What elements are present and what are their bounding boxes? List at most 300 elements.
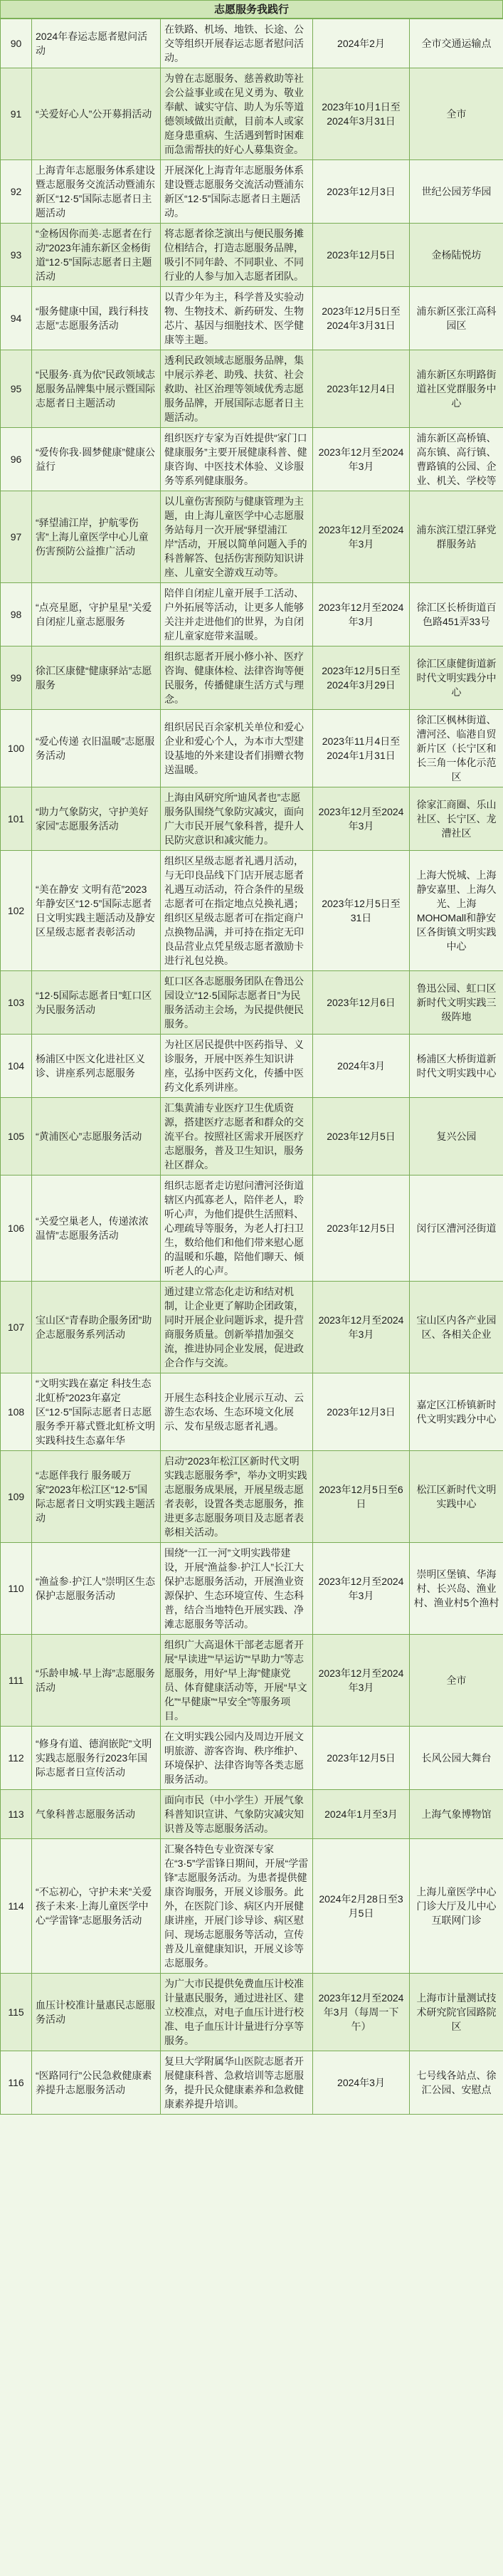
activity-location-cell (410, 428, 503, 491)
table-row (1, 224, 503, 287)
activity-time: 2023年12月5日 (327, 1131, 396, 1142)
table-row (1, 787, 503, 851)
row-number: 106 (7, 1222, 25, 1234)
activity-name: “渔益参·护江人”崇明区生态保护志愿服务活动 (36, 1576, 155, 1601)
activity-time: 2023年12月6日 (327, 997, 396, 1008)
activity-location: 徐汇区康健街道新时代文明实践分中心 (416, 658, 497, 698)
activity-location-cell (410, 1282, 503, 1373)
row-number-cell (1, 710, 32, 787)
row-number-cell (1, 1790, 32, 1839)
activity-description: 围绕“一江一河”文明实践带建设，开展“渔益参·护江人”长江大保护志愿服务活动，开展渔业资源保护、生态环境宣传、生态科普，结合当地特色开展实践、净滩志愿服务等活动。 (164, 1547, 304, 1630)
activity-name: “金杨因你而美·志愿者在行动”2023年浦东新区金杨街道“12·5”国际志愿者日主题活动 (36, 228, 152, 282)
activity-time-cell (313, 1974, 410, 2051)
activity-location: 长风公园大舞台 (421, 1752, 492, 1764)
activity-description: 以儿童伤害预防与健康管理为主题，由上海儿童医学中心志愿服务站每月一次开展“驿望浦江岸”活动，开展以简单问题入手的科普解答、包括伤害预防知识讲座、儿童安全游戏互动等。 (164, 496, 307, 578)
activity-time-cell (313, 1282, 410, 1373)
activity-description-cell (161, 1176, 313, 1282)
activity-time: 2024年2月 (337, 38, 385, 49)
activity-time: 2023年12月至2024年3月 (318, 1314, 404, 1340)
activity-location-cell (410, 1543, 503, 1635)
activity-description-cell (161, 287, 313, 350)
activity-name: 杨浦区中医文化进社区义诊、讲座系列志愿服务 (36, 1053, 145, 1079)
table-row (1, 1974, 503, 2051)
activity-location-cell (410, 1790, 503, 1839)
activity-location-cell (410, 1451, 503, 1543)
activity-name-cell (32, 1790, 161, 1839)
activity-time-cell (313, 1176, 410, 1282)
activity-name: 血压计校准计量惠民志愿服务活动 (36, 1999, 155, 2025)
activity-time-cell (313, 1635, 410, 1727)
activity-description: 组织广大高退休干部老志愿者开展“早读进”“早运访”“早助力”等志愿服务，用好“早上海”健康党员、体育健康活动等，开展“早文化”“早健康”“早安全”等服务项目。 (164, 1639, 307, 1722)
activity-description: 将志愿者徐芝演出与便民服务摊位相结合，打造志愿服务品牌，吸引不同年龄、不同职业、不同行业的人参与加入志愿者团队。 (164, 228, 304, 282)
activity-description: 组织居民百余家机关单位和爱心企业和爱心个人，为本市大型建设基地的外来建设者们捐赠衣物送温暖。 (164, 721, 304, 775)
row-number-cell (1, 1373, 32, 1451)
activity-name-cell (32, 710, 161, 787)
activity-description-cell (161, 1974, 313, 2051)
activity-name-cell (32, 1176, 161, 1282)
row-number: 96 (10, 454, 22, 465)
activity-description: 组织区星级志愿者礼遇月活动，与无印良品线下门店开展志愿者礼遇互动活动，符合条件的星级志愿者可在指定地点兑换礼遇；组织区星级志愿者可在指定商户点换物品满，并可持在指定无印良品营业点凭星级志愿者激励卡进行礼包兑换。 (164, 855, 304, 966)
activity-name-cell (32, 224, 161, 287)
activity-location-cell (410, 224, 503, 287)
activity-name-cell (32, 1727, 161, 1790)
row-number-cell (1, 583, 32, 646)
activity-time: 2023年12月至2024年3月（每周一下午） (318, 1992, 404, 2032)
activity-location: 浦东新区东明路街道社区党群服务中心 (416, 369, 497, 409)
activity-time: 2023年12月至2024年3月 (318, 524, 404, 550)
activity-name-cell (32, 19, 161, 68)
row-number-cell (1, 646, 32, 710)
activity-description-cell (161, 1727, 313, 1790)
row-number: 95 (10, 383, 22, 394)
row-number: 116 (8, 2077, 24, 2088)
activity-location: 松江区新时代文明实践中心 (416, 1484, 497, 1509)
row-number-cell (1, 971, 32, 1035)
row-number: 90 (10, 38, 22, 49)
activity-time: 2023年12月5日至2024年3月31日 (322, 305, 401, 331)
activity-description-cell (161, 1543, 313, 1635)
activity-location: 徐汇区枫林街道、漕河泾、临港自贸新片区（长宁区和长三角一体化示范区 (416, 714, 497, 782)
table-row (1, 491, 503, 583)
activity-location: 上海大悦城、上海静安嘉里、上海久光、上海MOHOMall和静安区各街镇文明实践中心 (416, 869, 497, 952)
row-number: 92 (10, 186, 22, 197)
row-number: 93 (10, 249, 22, 261)
activity-location-cell (410, 971, 503, 1035)
row-number: 102 (7, 905, 25, 916)
activity-time: 2023年12月至2024年3月 (318, 1576, 404, 1601)
activity-location: 全市 (446, 108, 467, 120)
row-number-cell (1, 1451, 32, 1543)
activity-name-cell (32, 646, 161, 710)
activity-description-cell (161, 1790, 313, 1839)
row-number: 113 (8, 1808, 24, 1820)
activity-description-cell (161, 160, 313, 224)
activity-location: 上海市计量测试技术研究院官园路院区 (416, 1992, 497, 2032)
activity-name: “爱心传递 衣旧温暖”志愿服务活动 (36, 735, 155, 761)
activity-location: 徐汇区长桥街道百色路451弄33号 (416, 602, 497, 627)
activity-location: 鲁迅公园、虹口区新时代文明实践三级阵地 (416, 983, 497, 1022)
activity-time-cell (313, 68, 410, 160)
activity-time-cell (313, 583, 410, 646)
table-row (1, 68, 503, 160)
activity-location: 闵行区漕河泾街道 (416, 1222, 497, 1234)
activity-time: 2023年12月5日 (327, 1222, 396, 1234)
activity-name: “爱传你我·圆梦健康”健康公益行 (36, 446, 155, 472)
activity-location: 嘉定区江桥镇新时代文明实践分中心 (416, 1399, 497, 1425)
row-number: 101 (7, 813, 25, 824)
row-number: 100 (7, 743, 25, 754)
row-number-cell (1, 1974, 32, 2051)
row-number-cell (1, 1727, 32, 1790)
table-row (1, 1098, 503, 1176)
activity-name: “不忘初心，守护未来”关爱孩子未来·上海儿童医学中心“学雷锋”志愿服务活动 (36, 1886, 152, 1926)
activity-location-cell (410, 1035, 503, 1098)
row-number-cell (1, 491, 32, 583)
activity-name: 宝山区“青春助企服务团”助企志愿服务系列活动 (36, 1314, 152, 1340)
activity-name: “医路同行”公民急救健康素养提升志愿服务活动 (36, 2070, 152, 2095)
activity-time-cell (313, 1373, 410, 1451)
activity-description-cell (161, 224, 313, 287)
activity-name-cell (32, 787, 161, 851)
row-number: 105 (7, 1131, 25, 1142)
row-number: 99 (10, 672, 22, 684)
row-number: 108 (7, 1406, 25, 1418)
activity-name: “服务健康中国，践行科技志愿”志愿服务活动 (36, 305, 149, 331)
activity-time: 2023年11月4日至2024年1月31日 (322, 735, 401, 761)
activity-location: 浦东滨江望江驿党群服务站 (416, 524, 497, 550)
activity-name: “驿望浦江岸，护航零伤害”上海儿童医学中心儿童伤害预防公益推广活动 (36, 517, 149, 557)
activity-time-cell (313, 428, 410, 491)
row-number-cell (1, 1839, 32, 1974)
activity-location: 浦东新区张江高科园区 (416, 305, 497, 331)
table-row (1, 583, 503, 646)
activity-time-cell (313, 646, 410, 710)
activity-location-cell (410, 1373, 503, 1451)
activity-time: 2024年1月至3月 (324, 1808, 398, 1820)
row-number-cell (1, 287, 32, 350)
activity-name-cell (32, 851, 161, 971)
table-row (1, 710, 503, 787)
activity-name-cell (32, 1035, 161, 1098)
activity-name: “志愿伴我行 服务暖万家”2023年松江区“12·5”国际志愿者日文明实践主题活动 (36, 1470, 155, 1524)
activity-name: “黄浦医心”志愿服务活动 (36, 1131, 142, 1142)
activity-location: 上海儿童医学中心门诊大厅及儿中心互联网门诊 (416, 1886, 497, 1926)
activity-description-cell (161, 971, 313, 1035)
activity-name-cell (32, 583, 161, 646)
activity-time-cell (313, 1035, 410, 1098)
activity-location: 宝山区内各产业园区、各相关企业 (416, 1314, 497, 1340)
activity-description: 陪伴自闭症儿童开展手工活动、户外拓展等活动，让更多人能够关注并走进他们的世界，为自闭症儿童家庭带来温暖。 (164, 587, 304, 642)
row-number-cell (1, 1035, 32, 1098)
activity-description-cell (161, 2051, 313, 2115)
row-number: 97 (10, 531, 22, 543)
table-row (1, 1543, 503, 1635)
activity-time-cell (313, 851, 410, 971)
activity-time-cell (313, 1839, 410, 1974)
activity-name: “关爱空巢老人，传递浓浓温情”志愿服务活动 (36, 1215, 149, 1241)
row-number-cell (1, 160, 32, 224)
activity-time-cell (313, 19, 410, 68)
row-number: 109 (7, 1491, 25, 1502)
activity-time-cell (313, 1543, 410, 1635)
table-row (1, 1282, 503, 1373)
activity-time: 2023年12月至2024年3月 (318, 806, 404, 832)
activity-time-cell (313, 491, 410, 583)
row-number: 114 (8, 1900, 24, 1912)
activity-description: 复旦大学附属华山医院志愿者开展健康科普、急救培训等志愿服务，提升民众健康素养和急救健康素养提升培训。 (164, 2056, 304, 2110)
activity-description: 通过建立常态化走访和结对机制，让企业更了解助企团政策，同时开展企业问题诉求，提升营商服务质量。创新举措加强交流，推进协同企业发展，促进政企合作与交流。 (164, 1286, 304, 1368)
activity-time: 2023年12月5日 (327, 1752, 396, 1764)
activity-description-cell (161, 787, 313, 851)
table-row (1, 1839, 503, 1974)
table-row (1, 1373, 503, 1451)
table-row (1, 287, 503, 350)
activity-description: 虹口区各志愿服务团队在鲁迅公园设立“12·5国际志愿者日”为民服务活动主会场，为民提供便民服务。 (164, 975, 304, 1030)
table-title: 志愿服务我践行 (0, 0, 503, 19)
activity-location-cell (410, 851, 503, 971)
table-row (1, 1176, 503, 1282)
activity-name-cell (32, 428, 161, 491)
activity-name-cell (32, 1839, 161, 1974)
activity-location-cell (410, 2051, 503, 2115)
activity-time-cell (313, 160, 410, 224)
activity-time-cell (313, 224, 410, 287)
activity-name: “点亮星愿，守护星星”关爱自闭症儿童志愿服务 (36, 602, 152, 627)
activity-location: 杨浦区大桥街道新时代文明实践中心 (416, 1053, 497, 1079)
activity-description-cell (161, 19, 313, 68)
activity-description: 启动“2023年松江区新时代文明实践志愿服务季”，举办文明实践志愿服务成果展，开展星级志愿者表彰，设置各类志愿服务，推进更多志愿服务项目及志愿者表彰相关活动。 (164, 1455, 307, 1538)
activity-location-cell (410, 68, 503, 160)
activity-name: “12·5国际志愿者日”虹口区为民服务活动 (36, 990, 152, 1015)
activity-name-cell (32, 1282, 161, 1373)
table-row (1, 851, 503, 971)
table-row (1, 19, 503, 68)
activity-description-cell (161, 428, 313, 491)
activity-location: 浦东新区高桥镇、高东镇、高行镇、曹路镇的公园、企业、机关、学校等 (416, 432, 497, 486)
activity-description-cell (161, 1635, 313, 1727)
activity-name-cell (32, 1543, 161, 1635)
activity-description-cell (161, 68, 313, 160)
activity-description: 面向市民（中小学生）开展气象科普知识宣讲、气象防灾减灾知识普及等志愿服务活动。 (164, 1794, 304, 1834)
activity-time-cell (313, 1451, 410, 1543)
table-row (1, 428, 503, 491)
activity-description: 组织志愿者走访慰问漕河泾街道辖区内孤寡老人，陪伴老人，聆听心声，为他们提供生活照料、心理疏导等服务，为老人打扫卫生，数给他们和他们带来慰心愿的温暖和乐趣，陪他们聊天、倾听老人的心声。 (164, 1180, 304, 1277)
table-row (1, 1790, 503, 1839)
row-number-cell (1, 1543, 32, 1635)
row-number: 104 (7, 1060, 25, 1072)
activity-description-cell (161, 1098, 313, 1176)
activity-location: 七号线各站点、徐汇公园、安慰点 (416, 2070, 497, 2095)
activity-time: 2023年12月5日至2024年3月29日 (322, 665, 401, 691)
activity-name: “民服务·真为依”民政领域志愿服务品牌集中展示暨国际志愿者日主题活动 (36, 369, 155, 409)
activity-location: 复兴公园 (436, 1131, 477, 1142)
activity-name: “修身有道、德润嵌陀”文明实践志愿服务行2023年国际志愿者日宣传活动 (36, 1738, 152, 1778)
row-number: 103 (7, 997, 25, 1008)
table-row (1, 1451, 503, 1543)
activity-description: 开展深化上海青年志愿服务体系建设暨志愿服务交流活动暨浦东新区“12·5”国际志愿者日主题活动。 (164, 164, 304, 219)
activity-time: 2024年3月 (337, 2077, 385, 2088)
activity-name: “助力气象防灾，守护美好家园”志愿服务活动 (36, 806, 149, 832)
activity-name-cell (32, 1974, 161, 2051)
row-number-cell (1, 428, 32, 491)
activity-location-cell (410, 350, 503, 428)
activity-time-cell (313, 1790, 410, 1839)
activity-location: 上海气象博物馆 (421, 1808, 492, 1820)
activity-name: “关爱好心人”公开募捐活动 (36, 108, 152, 120)
activity-location: 全市交通运输点 (421, 38, 492, 49)
activity-description-cell (161, 491, 313, 583)
activity-location-cell (410, 583, 503, 646)
activity-time: 2023年12月5日至31日 (322, 898, 401, 923)
activity-time: 2023年12月3日 (327, 186, 396, 197)
activity-location-cell (410, 1974, 503, 2051)
activity-time-cell (313, 1098, 410, 1176)
activity-description-cell (161, 1451, 313, 1543)
row-number-cell (1, 224, 32, 287)
row-number-cell (1, 1635, 32, 1727)
row-number: 91 (10, 108, 22, 120)
row-number-cell (1, 68, 32, 160)
activity-location: 全市 (446, 1675, 467, 1686)
activity-location: 世纪公园芳华园 (421, 186, 492, 197)
activity-name-cell (32, 1373, 161, 1451)
activity-time: 2023年12月至2024年3月 (318, 1667, 404, 1693)
activity-time: 2023年12月3日 (327, 1406, 396, 1418)
activity-name: 气象科普志愿服务活动 (36, 1808, 135, 1820)
row-number-cell (1, 851, 32, 971)
table-row (1, 1635, 503, 1727)
table-row (1, 350, 503, 428)
row-number-cell (1, 1282, 32, 1373)
activity-description-cell (161, 1839, 313, 1974)
activity-time-cell (313, 2051, 410, 2115)
row-number: 110 (8, 1583, 24, 1594)
activity-location-cell (410, 710, 503, 787)
activity-time: 2023年12月5日 (327, 249, 396, 261)
activity-name-cell (32, 287, 161, 350)
activity-description-cell (161, 350, 313, 428)
activity-name-cell (32, 68, 161, 160)
activity-location: 崇明区堡镇、华海村、长兴岛、渔业村、渔业村5个渔村 (413, 1569, 499, 1608)
row-number-cell (1, 19, 32, 68)
activity-description: 开展生态科技企业展示互动、云游生态农场、生态环境文化展示、发布星级志愿者礼遇。 (164, 1392, 304, 1432)
activity-name: “文明实践在嘉定 科技生态北虹桥”2023年嘉定区“12·5”国际志愿者日志愿服务季开幕式暨北虹桥文明实践科技生态嘉年华 (36, 1378, 155, 1446)
activity-time: 2023年12月4日 (327, 383, 396, 394)
activity-description-cell (161, 1373, 313, 1451)
activity-time: 2024年2月28日至3月5日 (319, 1893, 403, 1919)
row-number: 107 (7, 1321, 25, 1333)
activity-location-cell (410, 646, 503, 710)
activity-name: 上海青年志愿服务体系建设暨志愿服务交流活动暨浦东新区“12·5”国际志愿者日主题活动 (36, 164, 155, 219)
activity-description-cell (161, 1035, 313, 1098)
activity-description: 组织志愿者开展小修小补、医疗咨询、健康体检、法律咨询等便民服务，传播健康生活方式与理念。 (164, 651, 304, 705)
activity-description: 汇聚各特色专业资深专家在“3·5”学雷锋日期间，开展“学雷锋”志愿服务活动。为患者提供健康咨询服务，开展义诊服务。此外，在医院门诊、病区内开展健康讲座，开展门诊导诊、病区慰问、现场志愿服务等活动，宣传普及儿童健康知识，开展义诊等志愿服务。 (164, 1843, 309, 1969)
activity-time-cell (313, 287, 410, 350)
activity-description-cell (161, 646, 313, 710)
activity-name-cell (32, 491, 161, 583)
activity-name: “乐龄申城·早上海”志愿服务活动 (36, 1667, 155, 1693)
row-number: 112 (8, 1752, 24, 1764)
activity-description: 在铁路、机场、地铁、长途、公交等组织开展春运志愿者慰问活动。 (164, 23, 304, 63)
activity-location-cell (410, 287, 503, 350)
activity-description: 组织医疗专家为百姓提供“家门口健康服务”主要开展健康科普、健康咨询、中医技术体验、义诊服务等系列健康服务。 (164, 432, 307, 486)
activity-name: 徐汇区康健“健康驿站”志愿服务 (36, 665, 152, 691)
row-number-cell (1, 787, 32, 851)
activity-description-cell (161, 710, 313, 787)
activity-time-cell (313, 971, 410, 1035)
activity-time-cell (313, 710, 410, 787)
activity-description: 上海由风研究所“迪风者也”志愿服务队围绕气象防灾减灾，面向广大市民开展气象科普，提升人民防灾意识和减灾能力。 (164, 792, 304, 846)
activity-location: 金杨陆悦坊 (431, 249, 482, 261)
activity-description-cell (161, 583, 313, 646)
activity-name-cell (32, 1635, 161, 1727)
activity-location-cell (410, 1098, 503, 1176)
activity-time: 2024年3月 (337, 1060, 385, 1072)
row-number: 115 (8, 2006, 24, 2018)
table-row (1, 1035, 503, 1098)
row-number: 111 (8, 1675, 24, 1686)
activity-time: 2023年12月至2024年3月 (318, 602, 404, 627)
activity-description: 为社区居民提供中医药指导、义诊服务，开展中医养生知识讲座，弘扬中医药文化，传播中医药文化系列讲座。 (164, 1039, 304, 1093)
activity-description-cell (161, 851, 313, 971)
activity-description: 汇集黄浦专业医疗卫生优质资源，搭建医疗志愿者和群众的交流平台。按照社区需求开展医疗志愿服务，普及卫生知识，服务社区群众。 (164, 1102, 304, 1171)
activity-time: 2023年10月1日至2024年3月31日 (322, 101, 401, 127)
activity-description: 为曾在志愿服务、慈善救助等社会公益事业或在见义勇为、敬业奉献、诚实守信、助人为乐等道德领域做出贡献，目前本人或家庭身患重病、生活遇到暂时困难而急需帮扶的好心人募集资金。 (164, 73, 304, 155)
row-number-cell (1, 350, 32, 428)
activities-table (0, 19, 503, 2115)
activity-time-cell (313, 787, 410, 851)
activity-name-cell (32, 1098, 161, 1176)
activity-description: 在文明实践公园内及周边开展文明旅游、游客咨询、秩序维护、环境保护、法律咨询等各类志愿服务活动。 (164, 1731, 304, 1785)
activity-location: 徐家汇商圈、乐山社区、长宁区、龙漕社区 (416, 799, 497, 839)
table-row (1, 971, 503, 1035)
activity-time: 2023年12月5日至6日 (319, 1484, 403, 1509)
row-number-cell (1, 1176, 32, 1282)
activity-location-cell (410, 19, 503, 68)
table-row (1, 160, 503, 224)
activity-location-cell (410, 160, 503, 224)
row-number-cell (1, 2051, 32, 2115)
activity-name: 2024年春运志愿者慰问活动 (36, 31, 148, 56)
activity-time-cell (313, 350, 410, 428)
activity-location-cell (410, 787, 503, 851)
table-row (1, 2051, 503, 2115)
activity-name-cell (32, 2051, 161, 2115)
activity-description: 透利民政领域志愿服务品牌，集中展示养老、助残、扶贫、社会救助、社区治理等领域优秀志愿服务品牌，开展国际志愿者日主题活动。 (164, 355, 304, 423)
activity-location-cell (410, 491, 503, 583)
activity-description: 以青少年为主，科学普及实验动物、生物技术、新药研发、生物芯片、基因与细胞技术、医学健康等主题。 (164, 291, 304, 345)
activity-name-cell (32, 1451, 161, 1543)
activity-description: 为广大市民提供免费血压计校准计量惠民服务，通过进社区、建立校准点，对电子血压计进行校准、电子血压计计量进行分享等服务。 (164, 1978, 304, 2046)
activity-location-cell (410, 1176, 503, 1282)
row-number: 94 (10, 313, 22, 324)
activity-name-cell (32, 160, 161, 224)
activity-name-cell (32, 971, 161, 1035)
table-row (1, 646, 503, 710)
activity-name-cell (32, 350, 161, 428)
activity-location-cell (410, 1635, 503, 1727)
activity-time: 2023年12月至2024年3月 (318, 446, 404, 472)
activity-name: “美在静安 文明有范”2023年静安区“12·5”国际志愿者日文明实践主题活动及静安区星级志愿者表彰活动 (36, 884, 155, 938)
table-row (1, 1727, 503, 1790)
activity-time-cell (313, 1727, 410, 1790)
table-body (1, 19, 503, 2115)
row-number-cell (1, 1098, 32, 1176)
activity-description-cell (161, 1282, 313, 1373)
row-number: 98 (10, 609, 22, 620)
activity-location-cell (410, 1727, 503, 1790)
activity-location-cell (410, 1839, 503, 1974)
